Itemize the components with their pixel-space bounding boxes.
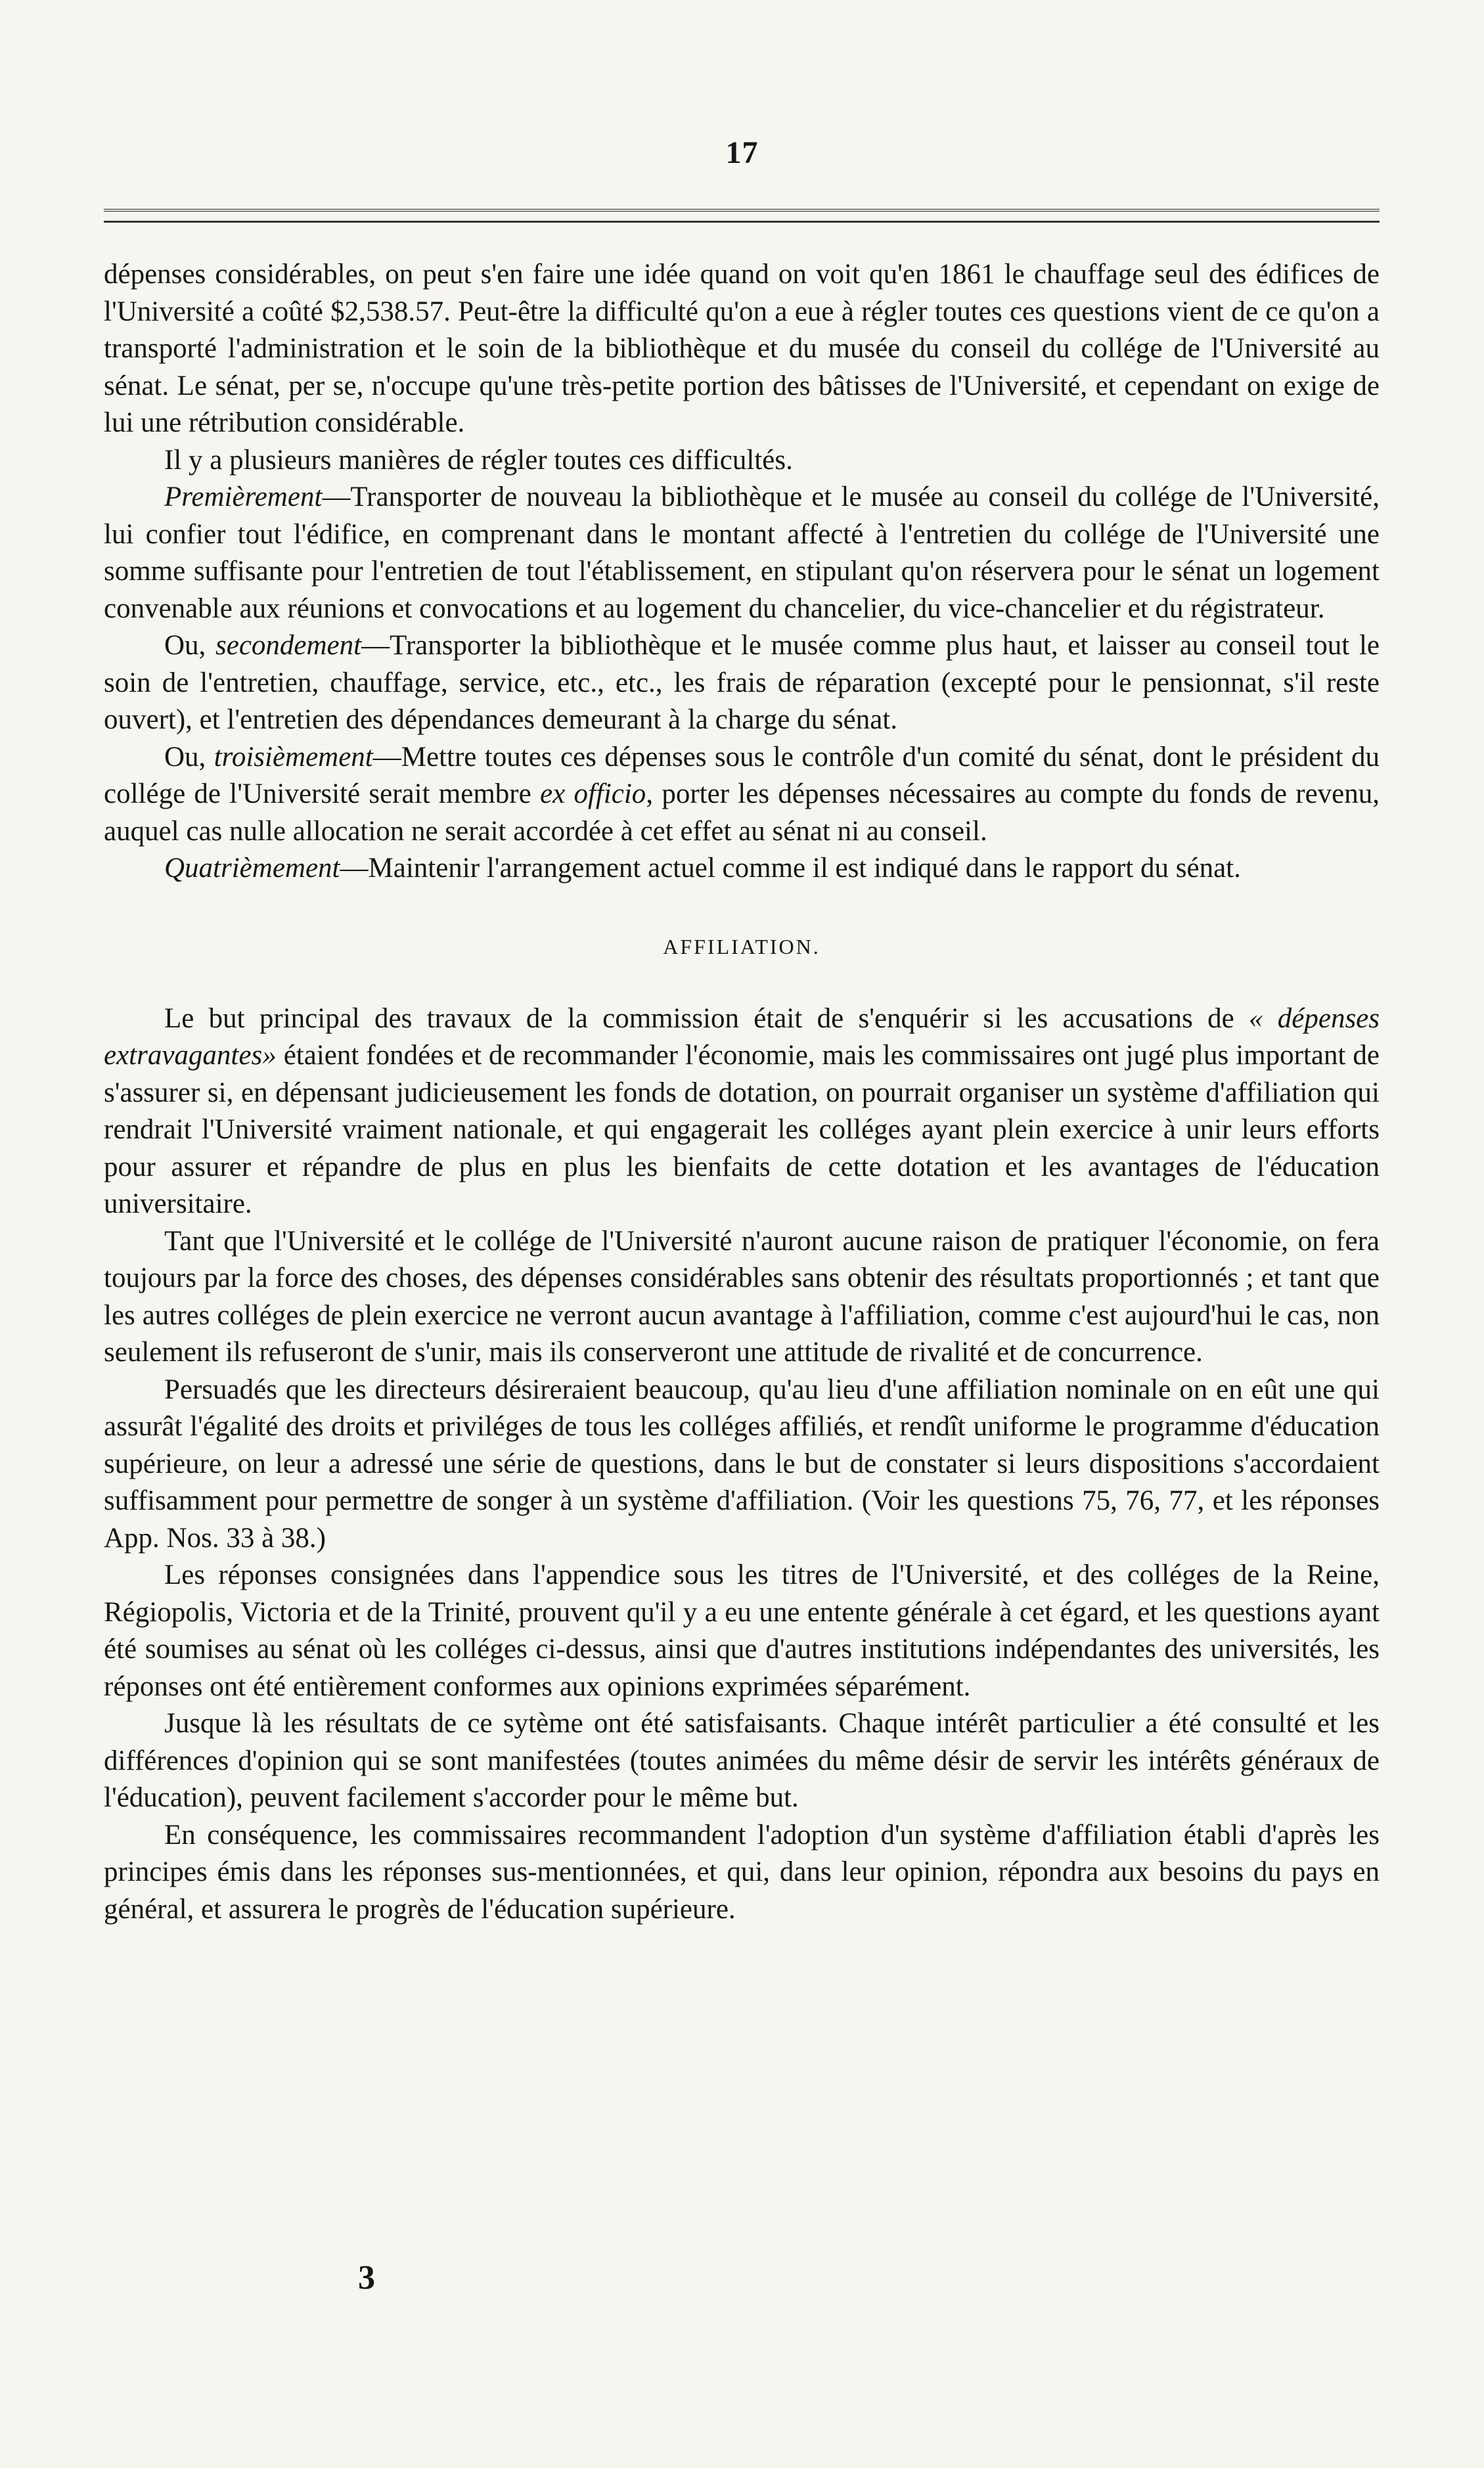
paragraph: [104, 479, 1380, 627]
paragraph: Tant que l'Université et le collége de l'Université n'auront aucune raison de pratiquer l'économie, on fera toujours par la force des choses, des dépenses considérables sans obtenir des résultats proportionnés ; et tant que les autres colléges de plein exercice ne verront aucun avantage à l'affiliation, comme c'est aujourd'hui le cas, non seulement ils refuseront de s'unir, mais ils conserveront une attitude de rivalité et de concurrence.: [104, 1225, 1380, 1368]
paragraph-text: —Maintenir l'arrangement actuel comme il est indiqué dans le rapport du sénat.: [340, 853, 1241, 884]
paragraph: Les réponses consignées dans l'appendice sous les titres de l'Université, et des colléges de la Reine, Régiopolis, Victoria et de la Trinité, prouvent qu'il y a eu une entente générale à cet égard, et les questions ayant été soumises au sénat où les colléges ci-dessus, ainsi que d'autres institutions indépendantes des universités, les réponses ont été entièrement conformes aux opinions exprimées séparément.: [104, 1559, 1380, 1702]
paragraph-pre: Ou,: [164, 741, 214, 773]
section-heading: AFFILIATION.: [663, 934, 821, 958]
paragraph-text: Le but principal des travaux de la commission était de s'enquérir si les accusations de: [164, 1002, 1249, 1034]
header-rule-secondary: [104, 221, 1380, 223]
signature-mark: 3: [358, 2259, 375, 2297]
paragraph-text: , porter les dépenses nécessaires au compte du fonds de revenu, auquel cas nulle allocation ne serait accordée à cet effet au sénat ni au conseil.: [104, 778, 1380, 847]
paragraph-lead: troisièmement: [214, 741, 373, 773]
paragraph-lead: Quatrièmement: [164, 853, 340, 884]
paragraph: En conséquence, les commissaires recommandent l'adoption d'un système d'affiliation établi d'après les principes émis dans les réponses sus-mentionnées, et qui, dans leur opinion, répondra aux besoins du pays en général, et assurera le progrès de l'éducation supérieure.: [104, 1819, 1380, 1925]
paragraph-lead: Premièrement: [164, 482, 323, 512]
paragraph: dépenses considérables, on peut s'en faire une idée quand on voit qu'en 1861 le chauffage seul des édifices de l'Université a coûté $2,538.57. Peut-être la difficulté qu'on a eue à régler toutes ces questions vient de ce qu'on a transporté l'administration et le soin de la bibliothèque et du musée du conseil du collége de l'Université au sénat. Le sénat, per se, n'occupe qu'une très-petite portion des bâtisses de l'Université, et cependant on exige de lui une rétribution considérable.: [104, 259, 1380, 438]
header-rule: [104, 209, 1380, 212]
page-number: 17: [725, 135, 759, 170]
paragraph-text: étaient fondées et de recommander l'économie, mais les commissaires ont jugé plus important de s'assurer si, en dépensant judicieusement les fonds de dotation, on pourrait organiser un système d'affiliation qui rendrait l'Université vraiment nationale, et qui engagerait les colléges ayant plein exercice à unir leurs efforts pour assurer et répandre de plus en plus les bienfaits de cette dotation et les avantages de l'éducation universitaire.: [104, 1040, 1380, 1219]
paragraph-text: —Transporter de nouveau la bibliothèque et le musée au conseil du collége de l'Université, lui confier tout l'édifice, en comprenant dans le montant affecté à l'entretien du collége de l'Université une somme suffisante pour l'entretien de tout l'établissement, en stipulant qu'on réservera pour le sénat un logement convenable aux réunions et convocations et au logement du chancelier, du vice-chancelier et du régistrateur.: [104, 482, 1380, 624]
paragraph: [104, 1000, 1380, 1223]
paragraph-text: —Mettre toutes ces dépenses sous le contrôle d'un comité du sénat, dont le président du collége de l'Université serait membre: [104, 741, 1380, 809]
body-text: [104, 256, 1380, 1928]
paragraph: Persuadés que les directeurs désireraient beaucoup, qu'au lieu d'une affiliation nominale on en eût une qui assurât l'égalité des droits et priviléges de tous les colléges affiliés, et rendît uniforme le programme d'éducation supérieure, on leur a adressé une série de questions, dans le but de constater si leurs dispositions s'accordaient suffisamment pour permettre de songer à un système d'affiliation. (Voir les questions 75, 76, 77, et les réponses App. Nos. 33 à 38.): [104, 1374, 1380, 1554]
paragraph: Jusque là les résultats de ce sytème ont été satisfaisants. Chaque intérêt particulier a été consulté et les différences d'opinion qui se sont manifestées (toutes animées du même désir de servir les intérêts généraux de l'éducation), peuvent facilement s'accorder pour le même but.: [104, 1708, 1380, 1813]
paragraph: [104, 850, 1380, 887]
paragraph-lead: secondement: [215, 630, 362, 661]
paragraph-text: —Transporter la bibliothèque et le musée comme plus haut, et laisser au conseil tout le soin de l'entretien, chauffage, service, etc., etc., les frais de réparation (excepté pour le pensionnat, s'il reste ouvert), et l'entretien des dépendances demeurant à la charge du sénat.: [104, 630, 1380, 735]
paragraph-italic: « dépenses extravagantes»: [104, 1002, 1380, 1071]
paragraph: Il y a plusieurs manières de régler toutes ces difficultés.: [164, 444, 793, 476]
paragraph-italic: ex officio: [539, 778, 646, 809]
paragraph: [104, 627, 1380, 739]
paragraph: [104, 739, 1380, 851]
paragraph-pre: Ou,: [164, 630, 215, 661]
